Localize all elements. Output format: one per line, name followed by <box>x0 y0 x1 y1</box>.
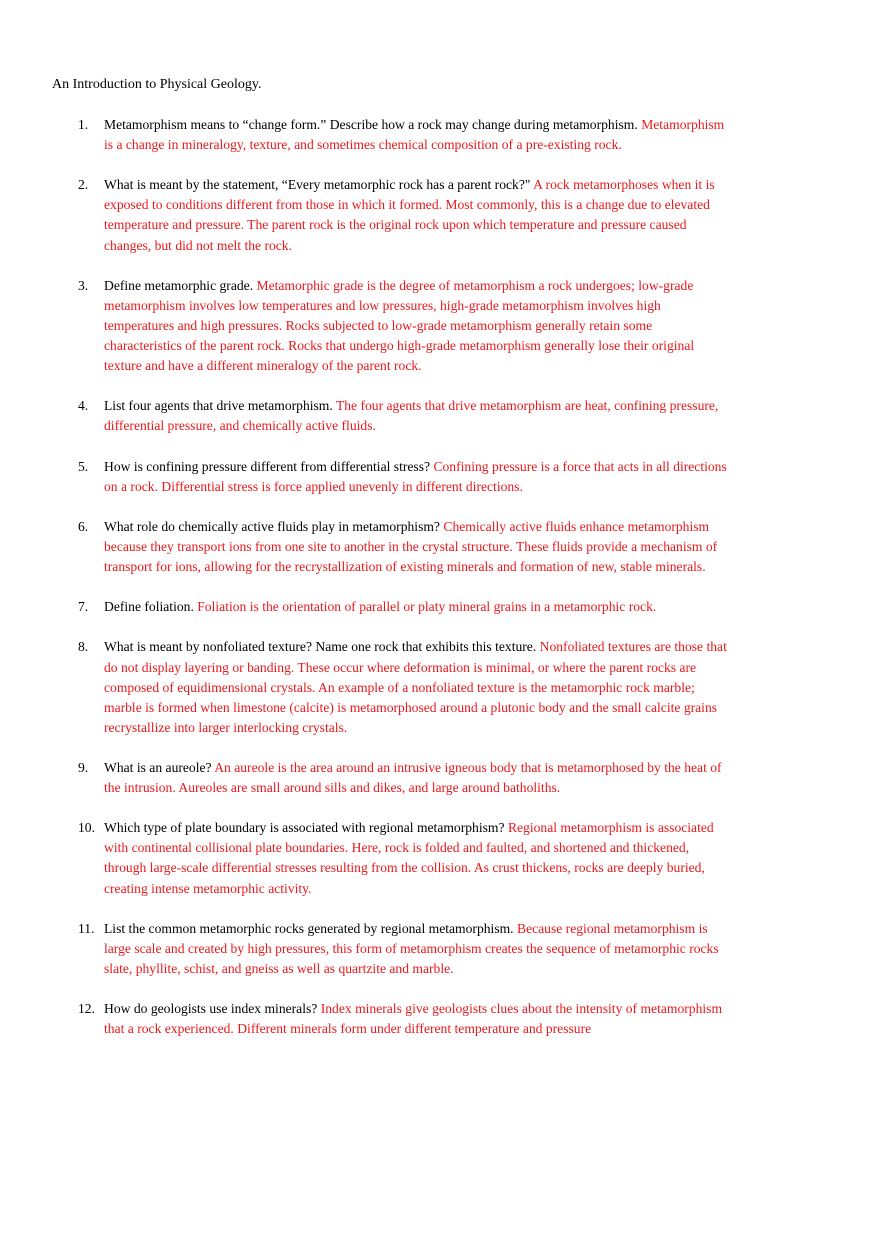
document-title: An Introduction to Physical Geology. <box>52 77 262 92</box>
item-number: 8. <box>78 639 89 655</box>
question-text: Define metamorphic grade. <box>104 277 254 293</box>
answer-text: Foliation is the orientation of parallel or platy mineral grains in a metamorphic rock. <box>197 599 657 615</box>
qa-item-4 <box>0 396 732 436</box>
question-text: Metamorphism means to “change form.” Describe how a rock may change during metamorphism. <box>104 117 638 132</box>
qa-item-1 <box>0 115 732 155</box>
answer-text: The four agents that drive metamorphism are heat, confining pressure, differential pressure, and chemically active fluids. <box>104 398 719 434</box>
question-text: How do geologists use index minerals? <box>104 1001 318 1017</box>
item-number: 12. <box>78 1001 95 1017</box>
answer-text: Nonfoliated textures are those that do not display layering or banding. These occur where deformation is minimal, or where the parent rocks are composed of equidimensional crystals. An example of a nonfoliated texture is the metamorphic rock marble; marble is formed when limestone (calcite) is metamorphosed around a plutonic body and the small calcite grains recrystallize into larger interlocking crystals. <box>104 639 727 735</box>
qa-item-11 <box>0 919 732 979</box>
qa-item-7 <box>0 597 732 617</box>
item-number: 6. <box>78 518 89 534</box>
item-number: 1. <box>78 117 89 132</box>
item-number: 5. <box>78 458 89 474</box>
item-number: 3. <box>78 277 89 293</box>
item-number: 4. <box>78 398 89 414</box>
qa-item-2 <box>0 175 732 255</box>
answer-text: Regional metamorphism is associated with continental collisional plate boundaries. Here, rock is folded and faulted, and shortened and thickened, through large-scale differential stresses resulting from the collision. As crust thickens, rocks are deeply buried, creating intense metamorphic activity. <box>104 820 714 896</box>
item-number: 10. <box>78 820 95 836</box>
answer-text: Metamorphism is a change in mineralogy, texture, and sometimes chemical composition of a pre-existing rock. <box>104 117 725 153</box>
question-text: What is meant by the statement, “Every metamorphic rock has a parent rock?" <box>104 177 531 193</box>
answer-text: Confining pressure is a force that acts in all directions on a rock. Differential stress is force applied unevenly in different directions. <box>104 458 727 494</box>
question-text: Define foliation. <box>104 599 194 615</box>
item-number: 7. <box>78 599 89 615</box>
qa-item-5 <box>0 457 732 497</box>
qa-item-10 <box>0 818 732 898</box>
question-text: What is an aureole? <box>104 760 212 775</box>
qa-item-3 <box>0 276 732 376</box>
answer-text: Because regional metamorphism is large scale and created by high pressures, this form of metamorphism creates the sequence of metamorphic rocks slate, phyllite, schist, and gneiss as well as quartzite and marble. <box>104 920 719 976</box>
question-text: What role do chemically active fluids play in metamorphism? <box>104 518 440 534</box>
question-text: Which type of plate boundary is associated with regional metamorphism? <box>104 820 505 836</box>
question-text: List the common metamorphic rocks generated by regional metamorphism. <box>104 920 514 936</box>
question-text: How is confining pressure different from differential stress? <box>104 458 431 474</box>
qa-item-12 <box>0 999 732 1039</box>
answer-text: A rock metamorphoses when it is exposed to conditions different from those in which it formed. Most commonly, this is a change due to elevated temperature and pressure. The parent rock is the original rock upon which temperature and pressure caused changes, but did not melt the rock. <box>104 177 715 253</box>
qa-item-6 <box>0 517 732 577</box>
question-list <box>0 115 880 1059</box>
question-text: What is meant by nonfoliated texture? Name one rock that exhibits this texture. <box>104 639 537 655</box>
question-text: List four agents that drive metamorphism. <box>104 398 333 414</box>
answer-text: An aureole is the area around an intrusive igneous body that is metamorphosed by the heat of the intrusion. Aureoles are small around sills and dikes, and large around batholiths. <box>104 760 722 796</box>
answer-text: Chemically active fluids enhance metamorphism because they transport ions from one site to another in the crystal structure. These fluids provide a mechanism of transport for ions, allowing for the recrystallization of existing minerals and formation of new, stable minerals. <box>104 518 718 575</box>
qa-item-9 <box>0 758 732 798</box>
qa-item-8 <box>0 637 732 737</box>
answer-text: Index minerals give geologists clues about the intensity of metamorphism that a rock experienced. Different minerals form under different temperature and pressure <box>104 1001 723 1037</box>
item-number: 2. <box>78 177 89 193</box>
answer-text: Metamorphic grade is the degree of metamorphism a rock undergoes; low-grade metamorphism involves low temperatures and low pressures, high-grade metamorphism involves high temperatures and high pressures. Rocks subjected to low-grade metamorphism generally retain some characteristics of the parent rock. Rocks that undergo high-grade metamorphism generally lose their original texture and have a different mineralogy of the parent rock. <box>104 277 695 374</box>
item-number: 9. <box>78 760 89 775</box>
item-number: 11. <box>78 920 95 936</box>
